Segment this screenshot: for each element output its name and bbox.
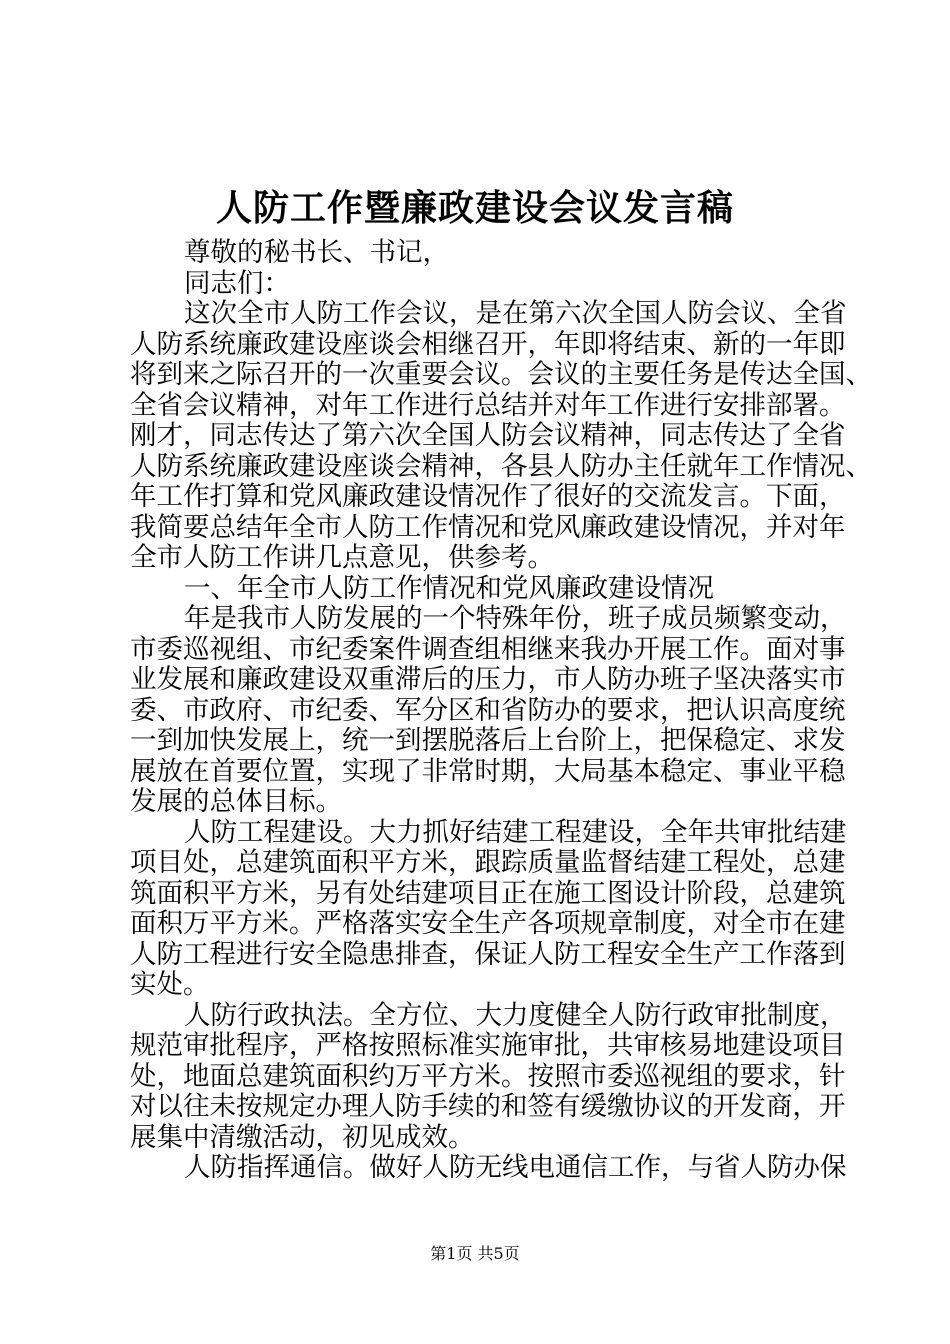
text-line: 人防行政执法。全方位、大力度健全人防行政审批制度，: [184, 999, 847, 1031]
text-line: 处，地面总建筑面积约万平方米。按照市委巡视组的要求，针: [130, 1060, 846, 1092]
paragraph: [130, 238, 830, 269]
paragraph: [130, 298, 872, 574]
text-line: 筑面积平方米，另有处结建项目正在施工图设计阶段，总建筑: [130, 877, 846, 909]
paragraph: [130, 269, 830, 300]
text-line: 人防工程进行安全隐患排查，保证人防工程安全生产工作落到: [130, 938, 846, 970]
text-line: 人防系统廉政建设座谈会相继召开，年即将结束、新的一年即: [130, 328, 846, 360]
page-number: 第1页 共5页: [430, 1244, 520, 1263]
text-line: 这次全市人防工作会议，是在第六次全国人防会议、全省: [184, 298, 847, 329]
text-line: 全省会议精神，对年工作进行总结并对年工作进行安排部署。: [130, 389, 846, 421]
text-line: 将到来之际召开的一次重要会议。会议的主要任务是传达全国、: [130, 359, 872, 390]
text-line: 规范审批程序，严格按照标准实施审批，共审核易地建设项目: [130, 1030, 846, 1061]
text-line: 年工作打算和党风廉政建设情况作了很好的交流发言。下面，: [130, 481, 846, 512]
text-line: 我简要总结年全市人防工作情况和党风廉政建设情况，并对年: [130, 511, 846, 543]
text-line: 发展的总体目标。: [130, 786, 342, 817]
text-line: 人防指挥通信。做好人防无线电通信工作，与省人防办保: [184, 1152, 847, 1183]
document-title: 人防工作暨廉政建设会议发言稿: [215, 187, 734, 229]
text-line: 委、市政府、市纪委、军分区和省防办的要求，把认识高度统: [130, 694, 846, 726]
paragraph: [130, 1152, 847, 1184]
text-line: 人防工程建设。大力抓好结建工程建设，全年共审批结建: [184, 816, 847, 848]
paragraph: [130, 999, 847, 1154]
text-line: 面积万平方米。严格落实安全生产各项规章制度，对全市在建: [130, 908, 846, 939]
text-line: 展放在首要位置，实现了非常时期，大局基本稳定、事业平稳: [130, 755, 846, 787]
text-line: 一、年全市人防工作情况和党风廉政建设情况: [184, 572, 714, 604]
text-line: 尊敬的秘书长、书记，: [184, 237, 449, 268]
text-line: 市委巡视组、市纪委案件调查组相继来我办开展工作。面对事: [130, 633, 846, 665]
text-line: 年是我市人防发展的一个特殊年份，班子成员频繁变动，: [184, 603, 847, 634]
text-line: 项目处，总建筑面积平方米，跟踪质量监督结建工程处，总建: [130, 847, 846, 878]
text-line: 人防系统廉政建设座谈会精神，各县人防办主任就年工作情况、: [130, 450, 872, 482]
text-line: 对以往未按规定办理人防手续的和签有缓缴协议的开发商，开: [130, 1091, 846, 1122]
document-body: [130, 237, 872, 1184]
text-line: 业发展和廉政建设双重滞后的压力，市人防办班子坚决落实市: [130, 664, 846, 695]
text-line: 全市人防工作讲几点意见，供参考。: [130, 542, 554, 573]
text-line: 同志们：: [184, 267, 290, 299]
text-line: 刚才，同志传达了第六次全国人防会议精神，同志传达了全省: [130, 420, 846, 451]
paragraph: [130, 816, 847, 1001]
paragraph: [130, 603, 847, 818]
text-line: 实处。: [130, 969, 210, 1000]
text-line: 一到加快发展上，统一到摆脱落后上台阶上，把保稳定、求发: [130, 725, 846, 756]
text-line: 展集中清缴活动，初见成效。: [130, 1121, 475, 1153]
paragraph: [130, 574, 830, 605]
